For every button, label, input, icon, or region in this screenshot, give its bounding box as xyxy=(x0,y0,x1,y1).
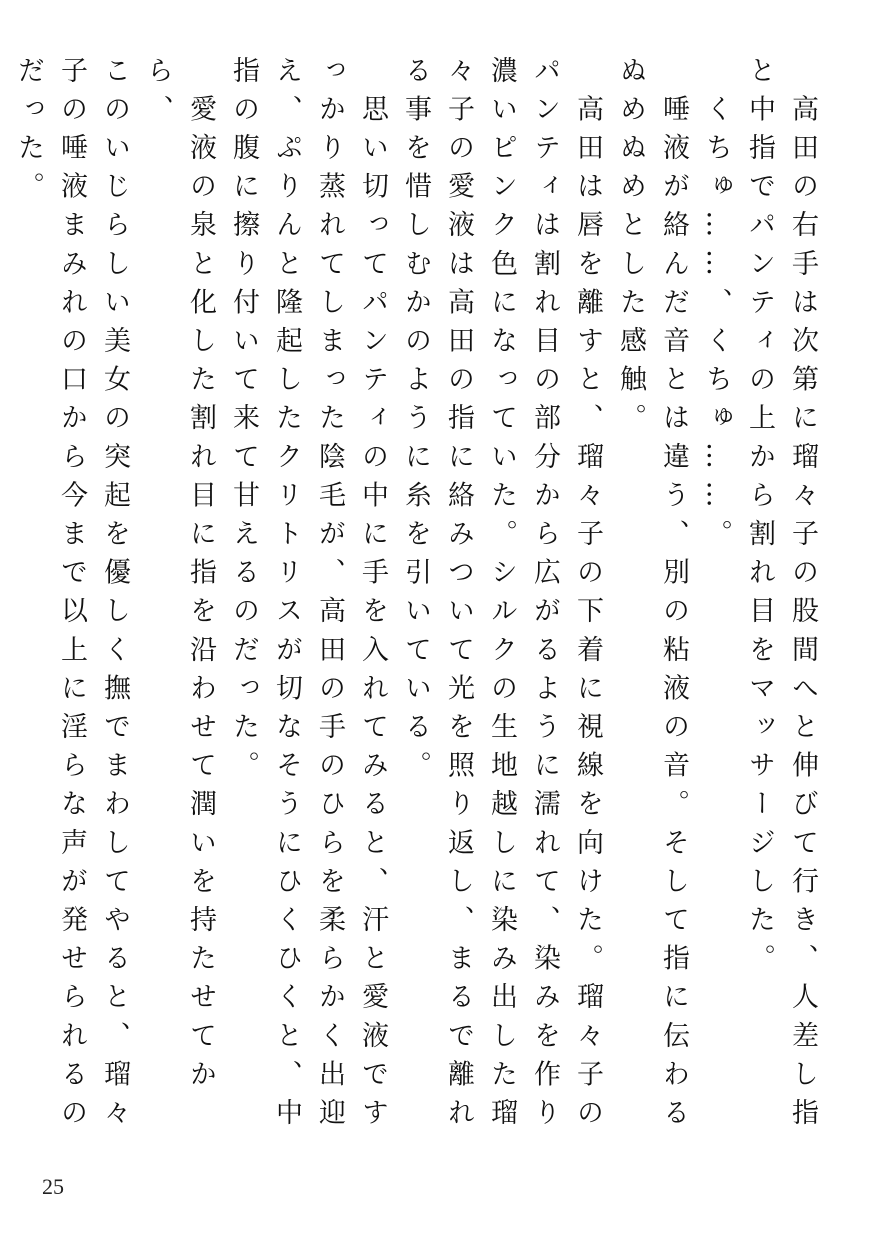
text-column: 指の腹に擦り付いて来て甘えるのだった。 xyxy=(228,56,259,790)
text-column: 々子の愛液は高田の指に絡みついて光を照り返し、まるで離れ xyxy=(443,56,474,1137)
text-column: だった。 xyxy=(13,56,44,211)
text-column: ぬめぬめとした感触。 xyxy=(615,56,646,442)
text-column: 高田の右手は次第に瑠々子の股間へと伸びて行き、人差し指 xyxy=(787,56,818,1137)
text-column: 唾液が絡んだ音とは違う、別の粘液の音。そして指に伝わる xyxy=(658,56,689,1137)
text-column: 高田は唇を離すと、瑠々子の下着に視線を向けた。瑠々子の xyxy=(572,56,603,1137)
text-column: パンティは割れ目の部分から広がるように濡れて、染みを作り xyxy=(529,56,560,1137)
text-column: このいじらしい美女の突起を優しく撫でまわしてやると、瑠々 xyxy=(99,56,130,1137)
text-column: え、ぷりんと隆起したクリトリスが切なそうにひくひくと、中 xyxy=(271,56,302,1137)
text-column: る事を惜しむかのように糸を引いている。 xyxy=(400,56,431,790)
text-column: 濃いピンク色になっていた。シルクの生地越しに染み出した瑠 xyxy=(486,56,517,1137)
text-column: 愛液の泉と化した割れ目に指を沿わせて潤いを持たせてから、 xyxy=(142,56,216,1099)
text-column: っかり蒸れてしまった陰毛が、高田の手のひらを柔らかく出迎 xyxy=(314,56,345,1137)
vertical-body-text xyxy=(7,56,824,1146)
text-column: くちゅ……、くちゅ……。 xyxy=(701,56,732,558)
page-number: 25 xyxy=(42,1174,64,1199)
text-column: と中指でパンティの上から割れ目をマッサージした。 xyxy=(744,56,775,983)
text-column: 思い切ってパンティの中に手を入れてみると、汗と愛液です xyxy=(357,56,388,1137)
text-column: 子の唾液まみれの口から今まで以上に淫らな声が発せられるの xyxy=(56,56,87,1137)
